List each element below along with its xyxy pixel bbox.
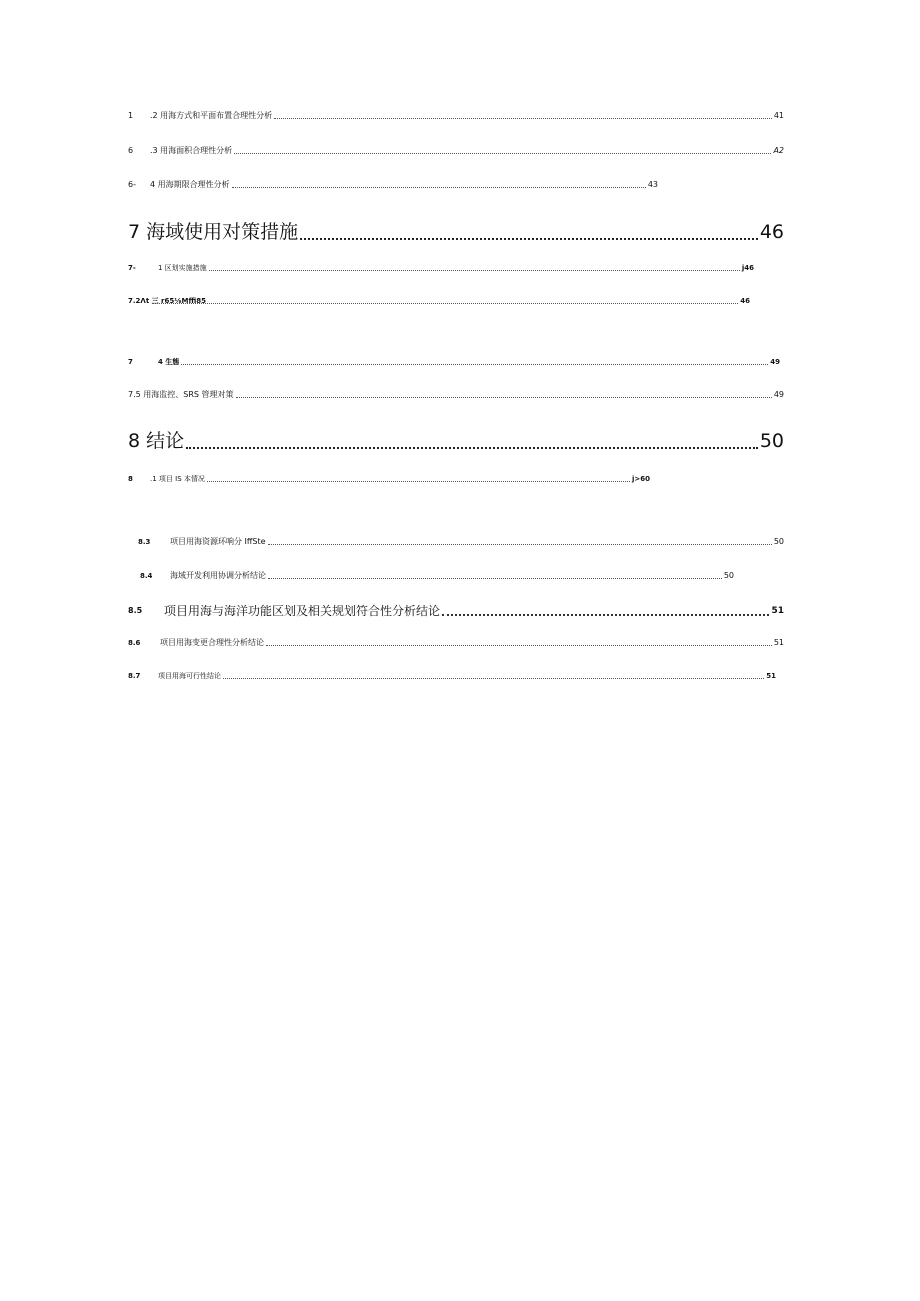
toc-entry-page: A2 bbox=[773, 146, 784, 155]
toc-entry-page: 51 bbox=[771, 606, 784, 616]
chapter-title: 7 海域使用对策措施 bbox=[128, 221, 299, 243]
toc-entry-page: j>60 bbox=[631, 475, 650, 483]
toc-entry-number: 8.6 bbox=[128, 639, 141, 647]
toc-entry bbox=[128, 637, 784, 649]
toc-entry-number: 8.7 bbox=[128, 672, 141, 680]
toc-leader bbox=[234, 152, 771, 154]
toc-entry-title: 7.5 用海监控、SRS 管理对策 bbox=[128, 390, 234, 399]
toc-entry-number: 8.3 bbox=[138, 538, 151, 546]
toc-entry bbox=[138, 536, 784, 548]
toc-entry-number: 6 bbox=[128, 146, 134, 155]
toc-entry-title: 1 区划实施措施 bbox=[158, 264, 207, 272]
toc-leader bbox=[232, 186, 646, 188]
toc-entry bbox=[128, 670, 776, 682]
toc-entry-page: 49 bbox=[773, 390, 784, 399]
toc-leader bbox=[236, 396, 772, 398]
toc-leader bbox=[186, 446, 758, 449]
toc-entry bbox=[128, 295, 750, 307]
toc-leader bbox=[442, 613, 769, 616]
toc-leader bbox=[152, 302, 738, 304]
toc-entry bbox=[128, 262, 754, 274]
toc-entry-title: 项目用海资源环响分 IffSte bbox=[170, 537, 266, 546]
toc-entry-number: 7- bbox=[128, 264, 136, 272]
toc-entry bbox=[140, 570, 734, 582]
toc-entry-number: 6- bbox=[128, 180, 136, 189]
toc-entry bbox=[128, 179, 658, 191]
toc-entry bbox=[128, 602, 784, 620]
toc-entry-page: 51 bbox=[773, 638, 784, 647]
toc-entry-title: 4 生態 bbox=[158, 358, 180, 366]
toc-entry-title: .3 用海面积合理性分析 bbox=[150, 146, 233, 155]
toc-entry-number: 7 bbox=[128, 358, 133, 366]
toc-entry-page: 46 bbox=[740, 297, 750, 305]
toc-entry-page: 50 bbox=[723, 571, 734, 580]
toc-entry-title: 4 用海期限合理性分析 bbox=[150, 180, 230, 189]
toc-entry-page: 51 bbox=[766, 672, 776, 680]
toc-entry bbox=[128, 473, 650, 485]
toc-entry-title: .2 用海方式和平面布置合理性分析 bbox=[150, 111, 273, 120]
toc-leader bbox=[268, 543, 772, 545]
toc-entry-page: 41 bbox=[773, 111, 784, 120]
toc-entry-title: .1 项目 IS 本情况 bbox=[150, 475, 205, 483]
toc-entry-page: j46 bbox=[741, 264, 754, 272]
toc-entry-page: 49 bbox=[770, 358, 780, 366]
chapter-page: 46 bbox=[759, 221, 784, 243]
toc-leader bbox=[268, 577, 722, 579]
toc-chapter-8 bbox=[128, 427, 784, 455]
toc-entry-number: 8.4 bbox=[140, 572, 153, 580]
toc-leader bbox=[209, 269, 740, 271]
toc-leader bbox=[181, 363, 768, 365]
toc-entry bbox=[128, 389, 784, 401]
toc-leader bbox=[266, 644, 772, 646]
toc-entry-title: 项目用海与海洋功能区划及相关规划符合性分析结论 bbox=[164, 604, 441, 618]
toc-entry-title: 海域开发利用协调分析结论 bbox=[170, 571, 266, 580]
toc-leader bbox=[274, 117, 772, 119]
toc-entry-number: 8 bbox=[128, 475, 133, 483]
toc-entry-title: 项目用海可行性结论 bbox=[158, 672, 221, 680]
toc-chapter-7 bbox=[128, 218, 784, 246]
toc-entry bbox=[128, 110, 784, 122]
toc-entry-number: 8.5 bbox=[128, 606, 143, 615]
toc-entry-page: 50 bbox=[773, 537, 784, 546]
toc-leader bbox=[207, 480, 630, 482]
toc-entry-page: 43 bbox=[647, 180, 658, 189]
toc-leader bbox=[300, 237, 758, 240]
chapter-page: 50 bbox=[759, 430, 784, 452]
toc-entry-number: 7.2Λt 三 r65⅛Mffi85 bbox=[128, 297, 206, 305]
toc-entry-number: 1 bbox=[128, 111, 134, 120]
toc-entry bbox=[128, 356, 780, 368]
toc-entry-title: 项目用海变更合理性分析结论 bbox=[160, 638, 264, 647]
chapter-title: 8 结论 bbox=[128, 430, 185, 452]
toc-entry bbox=[128, 145, 784, 157]
toc-leader bbox=[223, 677, 764, 679]
